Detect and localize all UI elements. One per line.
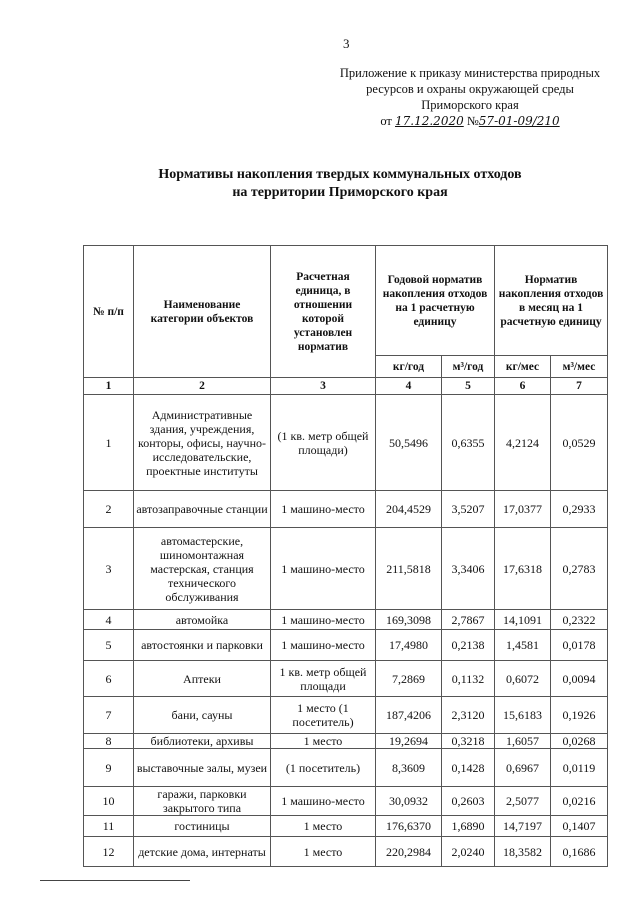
table-row bbox=[84, 837, 608, 867]
m3-year: 3,5207 bbox=[442, 491, 495, 528]
category-name: детские дома, интернаты bbox=[134, 837, 271, 867]
col-number: 7 bbox=[551, 378, 608, 395]
kg-year: 169,3098 bbox=[376, 610, 442, 630]
header-m3-year: м³/год bbox=[442, 356, 495, 378]
appendix-header bbox=[320, 65, 620, 129]
table-row bbox=[84, 749, 608, 787]
column-number-row bbox=[84, 378, 608, 395]
col-number: 2 bbox=[134, 378, 271, 395]
m3-month: 0,1407 bbox=[551, 816, 608, 837]
norms-table bbox=[83, 245, 608, 867]
category-name: автозаправочные станции bbox=[134, 491, 271, 528]
number-label: № bbox=[466, 114, 479, 128]
category-name: Аптеки bbox=[134, 661, 271, 697]
kg-month: 18,3582 bbox=[495, 837, 551, 867]
row-number: 5 bbox=[84, 630, 134, 661]
document-title bbox=[80, 166, 600, 202]
m3-year: 2,0240 bbox=[442, 837, 495, 867]
kg-month: 0,6967 bbox=[495, 749, 551, 787]
row-number: 12 bbox=[84, 837, 134, 867]
m3-year: 2,3120 bbox=[442, 697, 495, 734]
category-name: бани, сауны bbox=[134, 697, 271, 734]
row-number: 1 bbox=[84, 395, 134, 491]
kg-month: 4,2124 bbox=[495, 395, 551, 491]
category-name: автостоянки и парковки bbox=[134, 630, 271, 661]
kg-year: 50,5496 bbox=[376, 395, 442, 491]
table-row bbox=[84, 395, 608, 491]
m3-month: 0,1686 bbox=[551, 837, 608, 867]
header-m3-month: м³/мес bbox=[551, 356, 608, 378]
header-unit: Расчетная единица, в отношении которой установлен норматив bbox=[271, 246, 376, 378]
col-number: 5 bbox=[442, 378, 495, 395]
m3-month: 0,0216 bbox=[551, 787, 608, 816]
table-row bbox=[84, 734, 608, 749]
row-number: 8 bbox=[84, 734, 134, 749]
unit: 1 место bbox=[271, 837, 376, 867]
row-number: 11 bbox=[84, 816, 134, 837]
unit: (1 посетитель) bbox=[271, 749, 376, 787]
unit: (1 кв. метр общей площади) bbox=[271, 395, 376, 491]
title-line: на территории Приморского края bbox=[232, 185, 448, 200]
kg-month: 2,5077 bbox=[495, 787, 551, 816]
m3-year: 0,3218 bbox=[442, 734, 495, 749]
m3-year: 0,6355 bbox=[442, 395, 495, 491]
col-number: 3 bbox=[271, 378, 376, 395]
col-number: 6 bbox=[495, 378, 551, 395]
m3-month: 0,0119 bbox=[551, 749, 608, 787]
row-number: 6 bbox=[84, 661, 134, 697]
kg-year: 19,2694 bbox=[376, 734, 442, 749]
table-row bbox=[84, 630, 608, 661]
kg-month: 1,6057 bbox=[495, 734, 551, 749]
category-name: библиотеки, архивы bbox=[134, 734, 271, 749]
m3-month: 0,0178 bbox=[551, 630, 608, 661]
header-annual: Годовой норматив накопления отходов на 1 расчетную единицу bbox=[376, 246, 495, 356]
unit: 1 место bbox=[271, 734, 376, 749]
kg-year: 220,2984 bbox=[376, 837, 442, 867]
kg-year: 7,2869 bbox=[376, 661, 442, 697]
m3-month: 0,0094 bbox=[551, 661, 608, 697]
category-name: Административные здания, учреждения, конторы, офисы, научно-исследовательские, проектные институты bbox=[134, 395, 271, 491]
kg-month: 1,4581 bbox=[495, 630, 551, 661]
m3-month: 0,0529 bbox=[551, 395, 608, 491]
m3-year: 0,1428 bbox=[442, 749, 495, 787]
unit: 1 машино-место bbox=[271, 630, 376, 661]
m3-year: 0,2138 bbox=[442, 630, 495, 661]
kg-year: 17,4980 bbox=[376, 630, 442, 661]
row-number: 2 bbox=[84, 491, 134, 528]
unit: 1 место (1 посетитель) bbox=[271, 697, 376, 734]
header-name: Наименование категории объектов bbox=[134, 246, 271, 378]
order-date: 17.12.2020 bbox=[395, 114, 464, 128]
kg-month: 14,7197 bbox=[495, 816, 551, 837]
table-row bbox=[84, 787, 608, 816]
table-row bbox=[84, 661, 608, 697]
from-label: от bbox=[380, 114, 392, 128]
table-row bbox=[84, 528, 608, 610]
kg-year: 30,0932 bbox=[376, 787, 442, 816]
order-number: 57-01-09/210 bbox=[478, 114, 560, 128]
kg-year: 204,4529 bbox=[376, 491, 442, 528]
table-row bbox=[84, 610, 608, 630]
category-name: гостиницы bbox=[134, 816, 271, 837]
m3-year: 3,3406 bbox=[442, 528, 495, 610]
unit: 1 кв. метр общей площади bbox=[271, 661, 376, 697]
col-number: 4 bbox=[376, 378, 442, 395]
title-line: Нормативы накопления твердых коммунальных отходов bbox=[158, 167, 522, 182]
table-row bbox=[84, 491, 608, 528]
category-name: гаражи, парковки закрытого типа bbox=[134, 787, 271, 816]
unit: 1 место bbox=[271, 816, 376, 837]
kg-month: 17,0377 bbox=[495, 491, 551, 528]
m3-month: 0,2322 bbox=[551, 610, 608, 630]
appendix-line: Приморского края bbox=[421, 98, 519, 112]
unit: 1 машино-место bbox=[271, 491, 376, 528]
header-kg-year: кг/год bbox=[376, 356, 442, 378]
appendix-line: Приложение к приказу министерства природных bbox=[339, 66, 601, 80]
unit: 1 машино-место bbox=[271, 610, 376, 630]
kg-year: 187,4206 bbox=[376, 697, 442, 734]
table-row bbox=[84, 697, 608, 734]
m3-month: 0,2783 bbox=[551, 528, 608, 610]
category-name: автомастерские, шиномонтажная мастерская, станция технического обслуживания bbox=[134, 528, 271, 610]
m3-month: 0,2933 bbox=[551, 491, 608, 528]
kg-year: 211,5818 bbox=[376, 528, 442, 610]
m3-year: 1,6890 bbox=[442, 816, 495, 837]
m3-month: 0,0268 bbox=[551, 734, 608, 749]
kg-month: 15,6183 bbox=[495, 697, 551, 734]
unit: 1 машино-место bbox=[271, 787, 376, 816]
appendix-line: ресурсов и охраны окружающей среды bbox=[366, 82, 574, 96]
kg-year: 176,6370 bbox=[376, 816, 442, 837]
m3-year: 2,7867 bbox=[442, 610, 495, 630]
m3-year: 0,2603 bbox=[442, 787, 495, 816]
row-number: 9 bbox=[84, 749, 134, 787]
kg-year: 8,3609 bbox=[376, 749, 442, 787]
kg-month: 17,6318 bbox=[495, 528, 551, 610]
col-number: 1 bbox=[84, 378, 134, 395]
row-number: 3 bbox=[84, 528, 134, 610]
kg-month: 14,1091 bbox=[495, 610, 551, 630]
m3-month: 0,1926 bbox=[551, 697, 608, 734]
header-num: № п/п bbox=[84, 246, 134, 378]
header-kg-month: кг/мес bbox=[495, 356, 551, 378]
kg-month: 0,6072 bbox=[495, 661, 551, 697]
order-reference bbox=[320, 113, 620, 129]
category-name: выставочные залы, музеи bbox=[134, 749, 271, 787]
row-number: 4 bbox=[84, 610, 134, 630]
footnote-divider bbox=[40, 880, 190, 881]
row-number: 10 bbox=[84, 787, 134, 816]
page-number: 3 bbox=[343, 36, 350, 51]
header-monthly: Норматив накопления отходов в месяц на 1 расчетную единицу bbox=[495, 246, 608, 356]
row-number: 7 bbox=[84, 697, 134, 734]
table-row bbox=[84, 816, 608, 837]
m3-year: 0,1132 bbox=[442, 661, 495, 697]
category-name: автомойка bbox=[134, 610, 271, 630]
unit: 1 машино-место bbox=[271, 528, 376, 610]
